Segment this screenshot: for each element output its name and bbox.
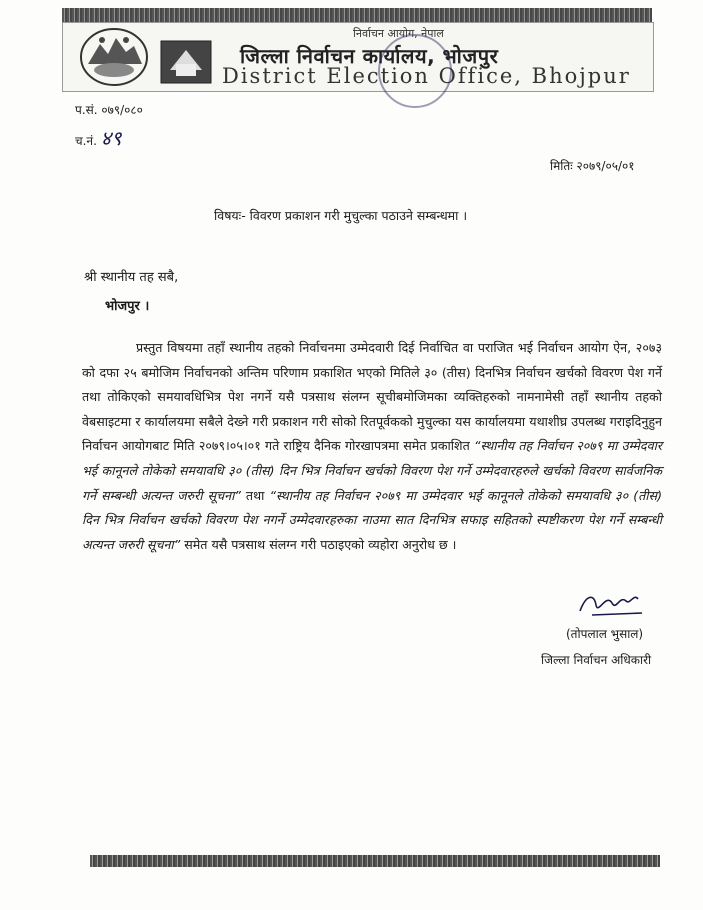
body-notice2: “स्थानीय तह निर्वाचन २०७९ मा उम्मेदवार भई कानूनले तोकेको समयावधि ३० (तीस) दिन भित्र निर्वाचन खर्चको विवरण पेश नगर्ने उम्मेदवारहरुका नाउमा सात दिनभित्र सफाइ सहितको स्पष्टीकरण पेश गर्ने सम्बन्धी अत्यन्त जरुरी सूचना” — [82, 487, 662, 552]
reference-ps — [75, 101, 143, 118]
letter-body — [82, 336, 662, 557]
body-part2: तथा — [240, 487, 270, 503]
signatory-name: (तोपलाल भुसाल) — [566, 627, 644, 641]
addressee-line2: भोजपुर । — [105, 299, 150, 314]
cn-value: ४९ — [100, 126, 122, 150]
letter-subject: विषयः- विवरण प्रकाशन गरी मुचुल्का पठाउने सम्बन्धमा । — [214, 208, 468, 223]
letter-date: मितिः २०७९/०५/०१ — [550, 159, 635, 173]
reference-cn — [75, 124, 122, 151]
letterhead-top-band — [62, 8, 652, 22]
letterhead-office-nepali: जिल्ला निर्वाचन कार्यालय, भोजपुर — [240, 44, 499, 68]
nepal-emblem-icon — [78, 26, 150, 88]
ps-value: ०७९/०८० — [101, 103, 143, 117]
ps-label: प.सं. — [75, 103, 98, 117]
body-part1: प्रस्तुत विषयमा तहाँ स्थानीय तहको निर्वाचनमा उम्मेदवारी दिई निर्वाचित वा पराजित भई निर्वाचन आयोग ऐन, २०७३ को दफा २५ बमोजिम निर्वाचनको अन्तिम परिणाम प्रकाशित भएको मितिले ३० (तीस) दिनभित्र निर्वाचन खर्चको विवरण पेश गर्ने तथा तोकिएको समयावधिभित्र पेश नगर्ने यसै पत्रसाथ संलग्न सूचीबमोजिमका व्यक्तिहरुको नामनामेसी तहाँ स्थानीय तहको वेबसाइटमा र कार्यालयमा सबैले देख्ने गरी प्रकाशन गरी सोको रितपूर्वकको मुचुल्का यस कार्यालयमा यथाशीघ्र उपलब्ध गराइदिनुहुन निर्वाचन आयोगबाट मिति २०७९।०५।०१ गते राष्ट्रिय दैनिक गोरखापत्रमा समेत प्रकाशित — [82, 340, 662, 454]
office-stamp — [378, 34, 452, 108]
signature-icon — [572, 585, 652, 625]
body-notice1: “स्थानीय तह निर्वाचन २०७९ मा उम्मेदवार भई कानूनले तोकेको समयावधि ३० (तीस) दिन भित्र निर्वाचन खर्चको विवरण पेश गर्ने उम्मेदवारहरुले खर्चको विवरण सार्वजनिक गर्ने सम्बन्धी अत्यन्त जरुरी सूचना” — [82, 438, 662, 503]
cn-label: च.नं. — [75, 134, 97, 148]
addressee-line1: श्री स्थानीय तह सबै, — [84, 270, 179, 285]
letter-footer-band — [90, 855, 660, 867]
body-part3: समेत यसै पत्रसाथ संलग्न गरी पठाइएको व्यहोरा अनुरोध छ । — [180, 536, 457, 552]
letterhead-office-english: District Election Office, Bhojpur — [222, 64, 631, 88]
election-commission-logo-icon — [160, 40, 212, 84]
letterhead-parent-org: निर्वाचन आयोग, नेपाल — [353, 27, 444, 40]
signatory-title: जिल्ला निर्वाचन अधिकारी — [541, 653, 652, 667]
